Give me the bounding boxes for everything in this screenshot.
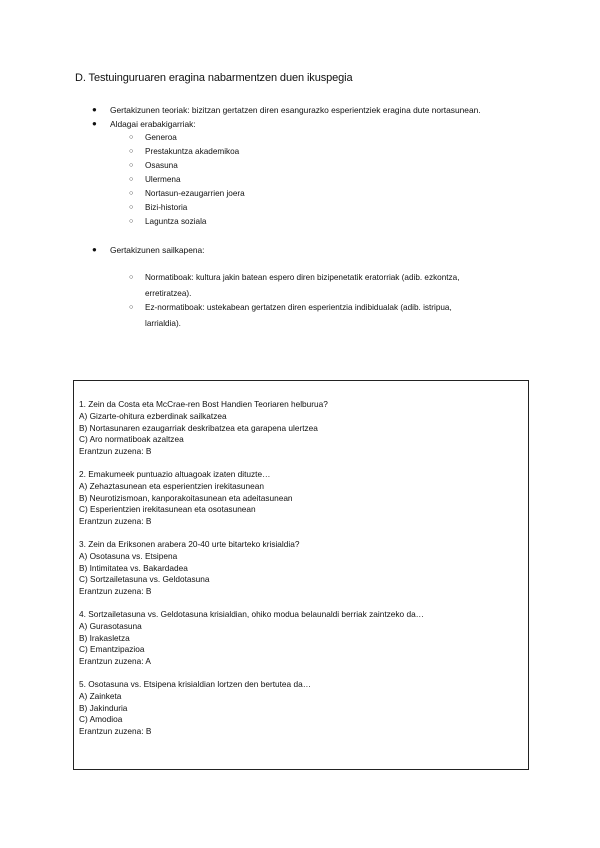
- bullet-circle-icon: ○: [129, 304, 134, 311]
- quiz-question-4: [79, 609, 519, 668]
- option-b: B) Nortasunaren ezaugarriak deskribatzea eta garapena ulertzea: [79, 422, 318, 433]
- option-b: B) Intimitatea vs. Bakardadea: [79, 562, 188, 573]
- bullet-circle-icon: ○: [129, 162, 134, 169]
- variable-item: ○ Generoa: [129, 133, 177, 142]
- variable-item: ○ Bizi-historia: [129, 203, 188, 212]
- question-text: 2. Emakumeek puntuazio altuagoak izaten dituzte…: [79, 468, 271, 479]
- bullet-circle-icon: ○: [129, 190, 134, 197]
- option-b: B) Irakasletza: [79, 632, 130, 643]
- option-a: A) Gizarte-ohitura ezberdinak sailkatzea: [79, 410, 227, 421]
- answer-text: Erantzun zuzena: B: [79, 726, 152, 737]
- section-heading: D. Testuinguruaren eragina nabarmentzen duen ikuspegia: [75, 72, 353, 84]
- question-text: 5. Osotasuna vs. Etsipena krisialdian lortzen den bertutea da…: [79, 678, 311, 689]
- answer-text: Erantzun zuzena: B: [79, 446, 152, 457]
- question-text: 3. Zein da Eriksonen arabera 20-40 urte bitarteko krisialdia?: [79, 538, 300, 549]
- bullet-classification: [92, 244, 205, 256]
- bullet-variables: [92, 118, 196, 130]
- bullet-circle-icon: ○: [129, 274, 134, 281]
- bullet-circle-icon: ○: [129, 176, 134, 183]
- option-b: B) Neurotizismoan, kanporakoitasunean eta adeitasunean: [79, 492, 293, 503]
- classification-normative: ○ Normatiboak: kultura jakin batean espero diren bizipenetatik eratorriak (adib. ezkontza, erretiratzea).: [129, 273, 460, 298]
- bullet-circle-icon: ○: [129, 148, 134, 155]
- variable-item: ○ Osasuna: [129, 161, 178, 170]
- option-a: A) Zainketa: [79, 690, 122, 701]
- variable-item: ○ Prestakuntza akademikoa: [129, 147, 240, 156]
- bullet-text: Gertakizunen teoriak: bizitzan gertatzen diren esangurazko esperientziek eragina dute nortasunean.: [110, 105, 481, 115]
- option-c: C) Emantzipazioa: [79, 644, 145, 655]
- option-a: A) Gurasotasuna: [79, 620, 142, 631]
- quiz-question-1: [79, 399, 519, 458]
- bullet-circle-icon: ○: [129, 204, 134, 211]
- bullet-text: Aldagai erabakigarriak:: [110, 119, 196, 129]
- quiz-question-5: [79, 679, 519, 738]
- option-c: C) Esperientzien irekitasunean eta osotasunean: [79, 504, 256, 515]
- option-b: B) Jakinduria: [79, 702, 128, 713]
- bullet-circle-icon: ○: [129, 218, 134, 225]
- bullet-event-theories: [92, 104, 481, 116]
- answer-text: Erantzun zuzena: B: [79, 516, 152, 527]
- bullet-dot-icon: ●: [92, 119, 97, 128]
- classification-non-normative: ○ Ez-normatiboak: ustekabean gertatzen diren esperientzia indibidualak (adib. istripua, larrialdia).: [129, 303, 452, 328]
- answer-text: Erantzun zuzena: B: [79, 586, 152, 597]
- option-c: C) Sortzailetasuna vs. Geldotasuna: [79, 574, 210, 585]
- variable-item: ○ Nortasun-ezaugarrien joera: [129, 189, 245, 198]
- answer-text: Erantzun zuzena: A: [79, 656, 151, 667]
- quiz-question-2: [79, 469, 519, 528]
- bullet-circle-icon: ○: [129, 134, 134, 141]
- question-text: 4. Sortzailetasuna vs. Geldotasuna krisialdian, ohiko modua belaunaldi berriak zaintzeko da…: [79, 608, 424, 619]
- bullet-text: Gertakizunen sailkapena:: [110, 245, 205, 255]
- question-text: 1. Zein da Costa eta McCrae-ren Bost Handien Teoriaren helburua?: [79, 399, 328, 409]
- bullet-dot-icon: ●: [92, 105, 97, 114]
- quiz-question-3: [79, 539, 519, 598]
- quiz-box: [73, 380, 529, 770]
- option-a: A) Osotasuna vs. Etsipena: [79, 550, 178, 561]
- option-a: A) Zehaztasunean eta esperientzien irekitasunean: [79, 480, 264, 491]
- option-c: C) Amodioa: [79, 714, 123, 725]
- bullet-dot-icon: ●: [92, 245, 97, 254]
- variable-item: ○ Ulermena: [129, 175, 181, 184]
- quiz-content: [79, 399, 519, 749]
- option-c: C) Aro normatiboak azaltzea: [79, 434, 184, 445]
- variable-item: ○ Laguntza soziala: [129, 217, 207, 226]
